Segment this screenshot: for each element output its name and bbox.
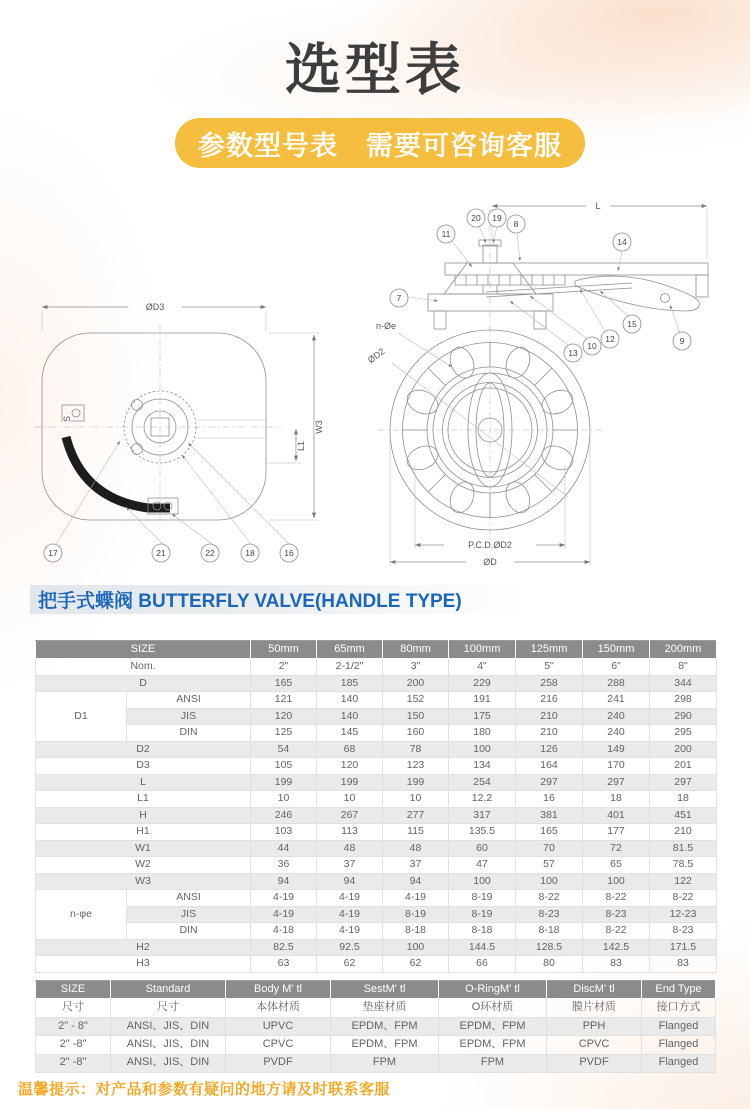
dim-col-header: 65mm [317,641,383,659]
dim-cell: 401 [583,807,650,824]
dim-cell: 317 [449,807,516,824]
dim-cell: 16 [516,791,583,808]
section-title-banner [30,585,570,614]
dim-cell: 191 [449,692,516,709]
dim-cell: 18 [583,791,650,808]
dim-cell: 80 [516,956,583,973]
dim-cell: 200 [383,675,449,692]
svg-text:16: 16 [284,548,294,558]
dim-cell: 18 [650,791,717,808]
svg-text:21: 21 [156,548,166,558]
dim-cell: 120 [251,708,317,725]
dim-cell: 297 [650,774,717,791]
drawing-top-view [34,302,324,562]
dim-row-sublabel: DIN [127,725,251,742]
dim-cell: 8-23 [516,906,583,923]
mat-cell: Flanged [642,1054,716,1072]
mat-cell: 2" -8" [36,1054,111,1072]
dim-cell: 8-19 [383,906,449,923]
dim-label-l: L [595,201,601,211]
svg-text:15: 15 [627,319,637,329]
dim-label-s: S [62,415,72,423]
svg-text:9: 9 [679,336,685,346]
dim-cell: 63 [251,956,317,973]
dim-cell: 229 [449,675,516,692]
dim-cell: 6" [583,659,650,676]
mat-cell: 垫座材质 [331,999,439,1017]
dim-cell: 12-23 [650,906,717,923]
callout-18 [241,544,259,562]
dim-col-header: 50mm [251,641,317,659]
svg-text:11: 11 [441,229,451,239]
dim-label-d3: ØD3 [145,302,165,312]
dim-cell: 121 [251,692,317,709]
dim-cell: 60 [449,840,516,857]
dim-cell: 150 [383,708,449,725]
dim-col-header: 150mm [583,641,650,659]
dim-row-label: L1 [36,791,251,808]
callout-22 [201,544,219,562]
dim-cell: 185 [317,675,383,692]
dim-cell: 123 [383,758,449,775]
dim-row-label: H [36,807,251,824]
dim-label-pcd: P.C.D.ØD2 [468,540,512,550]
dim-row-sublabel: ANSI [127,890,251,907]
dim-cell: 170 [583,758,650,775]
mat-cell: EPDM、FPM [439,1017,547,1035]
svg-text:19: 19 [492,213,502,223]
dim-cell: 4-19 [251,890,317,907]
dim-cell: 8-18 [449,923,516,940]
callout-17 [44,544,62,562]
dim-cell: 94 [317,873,383,890]
dim-col-header: SIZE [36,641,251,659]
mat-col-header: End Type [642,981,716,999]
dim-cell: 344 [650,675,717,692]
dim-row-label: D2 [36,741,251,758]
dim-cell: 92.5 [317,939,383,956]
dim-cell: 8-22 [650,890,717,907]
mat-cell: CPVC [547,1036,642,1054]
dim-cell: 100 [583,873,650,890]
dim-cell: 241 [583,692,650,709]
dim-row-label: D [36,675,251,692]
dim-cell: 100 [516,873,583,890]
mat-col-header: Body M' tl [226,981,331,999]
mat-col-header: SIZE [36,981,111,999]
dim-cell: 47 [449,857,516,874]
dim-row-label: Nom. [36,659,251,676]
svg-text:8: 8 [513,219,519,229]
svg-text:14: 14 [617,237,627,247]
dim-cell: 152 [383,692,449,709]
dim-row-sublabel: DIN [127,923,251,940]
mat-cell: Flanged [642,1036,716,1054]
dim-cell: 4-19 [317,906,383,923]
dim-cell: 8-18 [516,923,583,940]
dim-cell: 160 [383,725,449,742]
mat-cell: FPM [331,1054,439,1072]
dim-cell: 295 [650,725,717,742]
mat-cell: 尺寸 [36,999,111,1017]
svg-text:22: 22 [205,548,215,558]
dim-cell: 4-19 [251,906,317,923]
svg-text:17: 17 [48,548,58,558]
dim-row-group: D1 [36,692,127,742]
callout-10 [583,337,601,355]
svg-text:18: 18 [245,548,255,558]
callout-12 [601,330,619,348]
mat-cell: EPDM、FPM [439,1036,547,1054]
dim-cell: 37 [317,857,383,874]
dim-cell: 4-19 [317,923,383,940]
dim-cell: 10 [317,791,383,808]
dim-cell: 81.5 [650,840,717,857]
mat-cell: EPDM、FPM [331,1017,439,1035]
dim-cell: 100 [383,939,449,956]
dim-cell: 10 [251,791,317,808]
dim-cell: 199 [383,774,449,791]
dim-cell: 164 [516,758,583,775]
dim-cell: 83 [650,956,717,973]
dim-cell: 37 [383,857,449,874]
dim-row-label: W3 [36,873,251,890]
mat-col-header: DiscM' tl [547,981,642,999]
dim-cell: 120 [317,758,383,775]
dim-cell: 94 [251,873,317,890]
dim-row-label: H1 [36,824,251,841]
callout-13 [564,344,582,362]
dim-row-label: H3 [36,956,251,973]
mat-cell: 膜片材质 [547,999,642,1017]
dim-cell: 180 [449,725,516,742]
dim-cell: 94 [383,873,449,890]
dim-label-l1: L1 [296,440,306,452]
dim-row-sublabel: JIS [127,906,251,923]
dim-col-header: 80mm [383,641,449,659]
dim-cell: 171.5 [650,939,717,956]
dim-cell: 149 [583,741,650,758]
dim-row-sublabel: ANSI [127,692,251,709]
callout-21 [152,544,170,562]
dim-cell: 8-22 [583,923,650,940]
mat-cell: EPDM、FPM [331,1036,439,1054]
dim-cell: 5" [516,659,583,676]
svg-text:10: 10 [587,341,597,351]
mat-cell: PPH [547,1017,642,1035]
mat-cell: PVDF [226,1054,331,1072]
dim-cell: 200 [650,741,717,758]
dim-cell: 177 [583,824,650,841]
mat-cell: 2" -8" [36,1036,111,1054]
dim-cell: 8-18 [383,923,449,940]
dim-cell: 135.5 [449,824,516,841]
page-title: 选型表 [285,38,465,101]
dim-cell: 10 [383,791,449,808]
dim-cell: 44 [251,840,317,857]
dim-cell: 68 [317,741,383,758]
dim-cell: 48 [317,840,383,857]
dim-cell: 277 [383,807,449,824]
dim-cell: 4" [449,659,516,676]
mat-col-header: O-RingM' tl [439,981,547,999]
dim-cell: 54 [251,741,317,758]
dim-cell: 199 [251,774,317,791]
dim-cell: 100 [449,873,516,890]
dim-cell: 2-1/2" [317,659,383,676]
footer-note: 温馨提示：对产品和参数有疑问的地方请及时联系客服 [18,1081,391,1098]
section-title-cn: 把手式蝶阀 [38,591,134,612]
dim-cell: 297 [583,774,650,791]
dim-col-header: 200mm [650,641,717,659]
dim-cell: 4-19 [317,890,383,907]
dim-cell: 288 [583,675,650,692]
material-table [35,980,716,1073]
dim-cell: 210 [516,708,583,725]
callout-9 [673,332,691,350]
dim-cell: 216 [516,692,583,709]
dim-cell: 140 [317,708,383,725]
dim-cell: 175 [449,708,516,725]
dim-cell: 8-22 [516,890,583,907]
dim-cell: 122 [650,873,717,890]
dim-cell: 290 [650,708,717,725]
dim-row-label: H2 [36,939,251,956]
dim-row-label: L [36,774,251,791]
dim-cell: 125 [251,725,317,742]
dim-cell: 4-18 [251,923,317,940]
dim-cell: 210 [516,725,583,742]
dim-cell: 134 [449,758,516,775]
dim-cell: 298 [650,692,717,709]
callout-8 [507,215,525,233]
dim-cell: 3" [383,659,449,676]
dim-label-w3: W3 [314,420,324,434]
dim-cell: 62 [317,956,383,973]
callout-11 [437,225,455,243]
svg-text:12: 12 [605,334,615,344]
mat-cell: 2" - 8" [36,1017,111,1035]
dim-cell: 210 [650,824,717,841]
dim-row-label: W2 [36,857,251,874]
dim-cell: 297 [516,774,583,791]
dim-cell: 8" [650,659,717,676]
dim-cell: 83 [583,956,650,973]
dim-cell: 113 [317,824,383,841]
dim-cell: 144.5 [449,939,516,956]
callout-7 [390,289,408,307]
dim-row-group: n-φe [36,890,127,940]
dim-cell: 70 [516,840,583,857]
mat-cell: 尺寸 [111,999,226,1017]
mat-cell: ANSI、JIS、DIN [111,1054,226,1072]
subtitle-banner [175,118,585,168]
mat-cell: O环材质 [439,999,547,1017]
dim-cell: 8-23 [583,906,650,923]
svg-text:13: 13 [568,348,578,358]
dim-cell: 72 [583,840,650,857]
dim-cell: 8-23 [650,923,717,940]
dim-cell: 140 [317,692,383,709]
dim-col-header: 125mm [516,641,583,659]
dim-cell: 145 [317,725,383,742]
dim-cell: 36 [251,857,317,874]
subtitle-banner-right: 需要可咨询客服 [366,130,562,161]
callout-20 [467,209,485,227]
dim-cell: 165 [516,824,583,841]
dim-cell: 240 [583,725,650,742]
dimension-table [35,640,717,973]
callout-19 [488,209,506,227]
dim-cell: 115 [383,824,449,841]
dim-cell: 199 [317,774,383,791]
dim-cell: 4-19 [383,890,449,907]
mat-cell: 本体材质 [226,999,331,1017]
dim-cell: 381 [516,807,583,824]
dim-cell: 62 [383,956,449,973]
dim-cell: 103 [251,824,317,841]
dim-cell: 246 [251,807,317,824]
callout-16 [280,544,298,562]
dim-cell: 78.5 [650,857,717,874]
callout-15 [623,315,641,333]
mat-cell: Flanged [642,1017,716,1035]
dim-cell: 78 [383,741,449,758]
dim-cell: 267 [317,807,383,824]
dim-cell: 258 [516,675,583,692]
dim-cell: 66 [449,956,516,973]
dim-cell: 100 [449,741,516,758]
dim-cell: 65 [583,857,650,874]
section-title-en: BUTTERFLY VALVE(HANDLE TYPE) [138,591,462,612]
svg-text:7: 7 [396,293,402,303]
dim-cell: 201 [650,758,717,775]
mat-cell: CPVC [226,1036,331,1054]
dim-cell: 2" [251,659,317,676]
svg-text:20: 20 [471,213,481,223]
mat-cell: PVDF [547,1054,642,1072]
mat-cell: ANSI、JIS、DIN [111,1017,226,1035]
mat-cell: 接口方式 [642,999,716,1017]
dim-label-noe: n-Øe [375,321,396,331]
dim-cell: 57 [516,857,583,874]
dim-cell: 8-22 [583,890,650,907]
dim-col-header: 100mm [449,641,516,659]
dim-cell: 82.5 [251,939,317,956]
dim-cell: 128.5 [516,939,583,956]
drawing-front-view [366,201,708,567]
dim-cell: 165 [251,675,317,692]
dim-row-label: D3 [36,758,251,775]
mat-col-header: SestM' tl [331,981,439,999]
dim-cell: 126 [516,741,583,758]
mat-cell: FPM [439,1054,547,1072]
dim-label-d2: ØD2 [365,346,387,366]
dim-row-sublabel: JIS [127,708,251,725]
callout-14 [613,233,631,251]
dim-label-od: ØD [483,557,497,567]
dim-cell: 105 [251,758,317,775]
dim-cell: 240 [583,708,650,725]
dim-cell: 142.5 [583,939,650,956]
dim-cell: 8-19 [449,906,516,923]
dim-cell: 48 [383,840,449,857]
dim-cell: 451 [650,807,717,824]
valve-technical-drawing [20,195,730,575]
subtitle-banner-left: 参数型号表 [198,130,338,161]
dim-cell: 254 [449,774,516,791]
dim-cell: 12.2 [449,791,516,808]
dim-row-label: W1 [36,840,251,857]
dim-cell: 8-19 [449,890,516,907]
mat-cell: UPVC [226,1017,331,1035]
mat-cell: ANSI、JIS、DIN [111,1036,226,1054]
mat-col-header: Standard [111,981,226,999]
